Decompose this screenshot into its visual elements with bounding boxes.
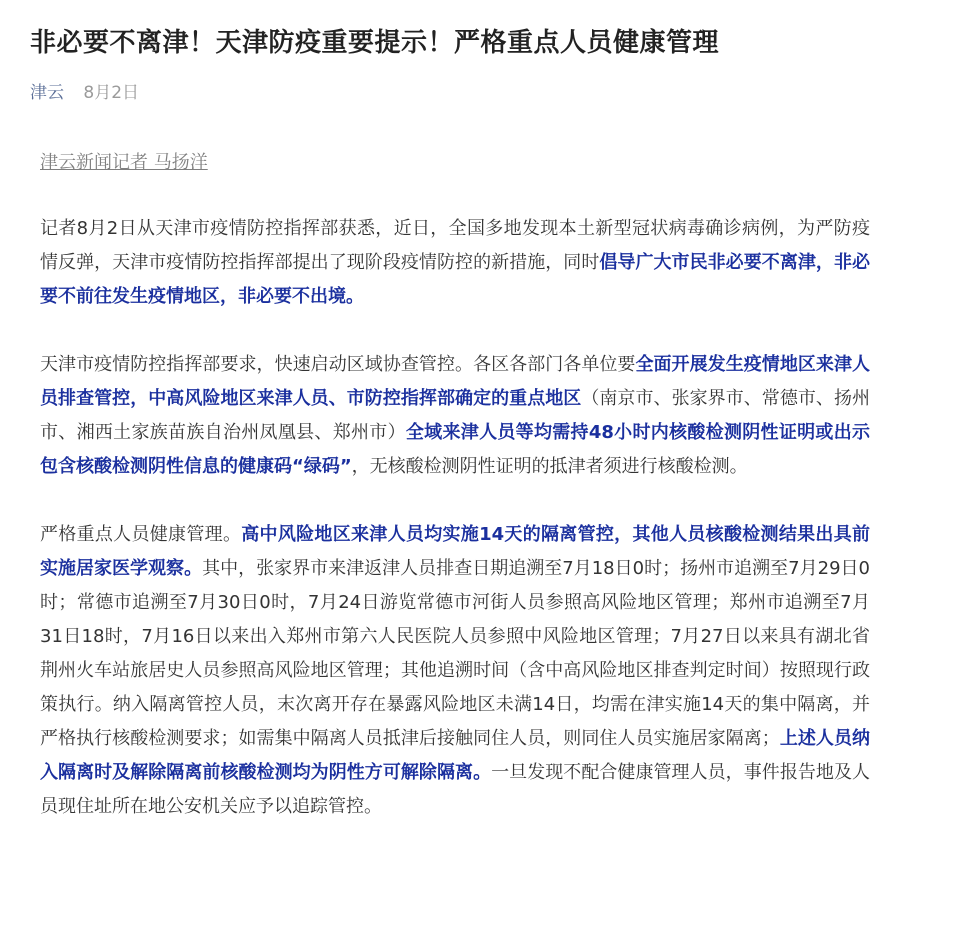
highlighted-text: 全域来津人员等均需持48小时内核酸检测阴性证明或出示包含核酸检测阴性信息的健康码“绿码” [40, 422, 871, 477]
highlighted-text: 高中风险地区来津人员均实施14天的隔离管控，其他人员核酸检测结果出具前实施居家医学观察。 [40, 524, 871, 579]
highlighted-text: 上述人员纳入隔离时及解除隔离前核酸检测均为阴性方可解除隔离。 [40, 728, 871, 783]
article-paragraph [40, 212, 870, 314]
article-title: 非必要不离津！天津防疫重要提示！严格重点人员健康管理 [30, 28, 720, 58]
article-meta [30, 78, 139, 103]
article-body [40, 212, 870, 858]
publish-date: 8月2日 [83, 83, 140, 103]
reporter-byline: 津云新闻记者 马扬洋 [40, 152, 208, 173]
highlighted-text: 倡导广大市民非必要不离津，非必要不前往发生疫情地区，非必要不出境。 [40, 252, 870, 307]
paragraph-text: 一旦发现不配合健康管理人员，事件报告地及人员现住址所在地公安机关应予以追踪管控。 [40, 762, 870, 817]
source-link[interactable]: 津云 [30, 83, 64, 103]
article-paragraph [40, 518, 870, 824]
paragraph-text: 天津市疫情防控指挥部要求，快速启动区域协查管控。各区各部门各单位要 [40, 354, 636, 375]
paragraph-text: 其中，张家界市来津返津人员排查日期追溯至7月18日0时；扬州市追溯至7月29日0时；常德市追溯至7月30日0时，7月24日游览常德市河街人员参照高风险地区管理；郑州市追溯至7月31日18时，7月16日以来出入郑州市第六人民医院人员参照中风险地区管理；7月27日以来具有湖北省荆州火车站旅居史人员参照高风险地区管理；其他追溯时间（含中高风险地区排查判定时间）按照现行政策执行。纳入隔离管控人员，末次离开存在暴露风险地区未满14日，均需在津实施14天的集中隔离，并严格执行核酸检测要求；如需集中隔离人员抵津后接触同住人员，则同住人员实施居家隔离； [40, 558, 870, 749]
paragraph-text: ，无核酸检测阴性证明的抵津者须进行核酸检测。 [351, 456, 748, 477]
paragraph-text: 严格重点人员健康管理。 [40, 524, 242, 545]
highlighted-text: 全面开展发生疫情地区来津人员排查管控，中高风险地区来津人员、市防控指挥部确定的重点地区 [40, 354, 871, 409]
paragraph-text: 记者8月2日从天津市疫情防控指挥部获悉，近日，全国多地发现本土新型冠状病毒确诊病例，为严防疫情反弹，天津市疫情防控指挥部提出了现阶段疫情防控的新措施，同时 [40, 218, 870, 273]
article-paragraph [40, 348, 870, 484]
paragraph-text: （南京市、张家界市、常德市、扬州市、湘西土家族苗族自治州凤凰县、郑州市） [40, 388, 871, 443]
